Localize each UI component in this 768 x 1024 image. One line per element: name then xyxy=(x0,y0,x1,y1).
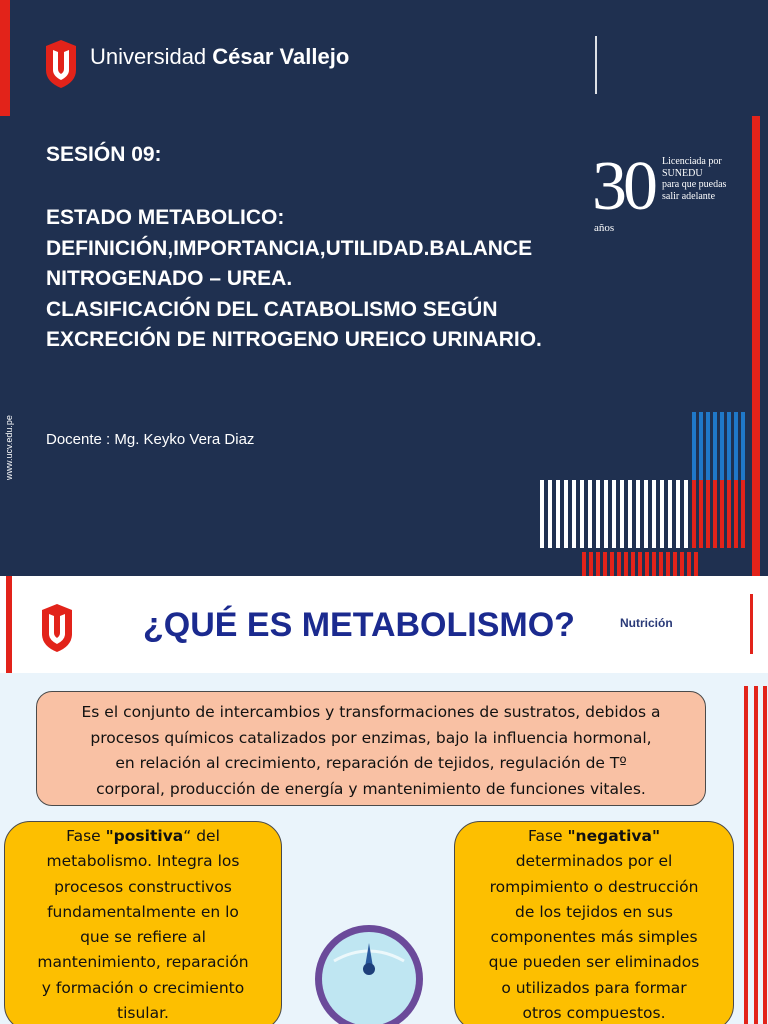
red-accent-bar-left xyxy=(6,576,12,676)
definition-line: corporal, producción de energía y mantenimiento de funciones vitales. xyxy=(96,779,646,798)
slide-title: ¿QUÉ ES METABOLISMO? xyxy=(143,606,575,644)
negative-phase-box: Fase "negativa" determinados por el rompimiento o destrucción de los tejidos en sus componentes más simples que pueden ser eliminados o utilizados para formar otros compuestos. xyxy=(454,821,734,1024)
red-accent-bar-right xyxy=(750,594,753,654)
definition-line: en relación al crecimiento, reparación de tejidos, regulación de Tº xyxy=(115,754,627,772)
teacher-name: Docente : Mg. Keyko Vera Diaz xyxy=(46,431,255,448)
negative-phase-heading: Fase "negativa" xyxy=(527,827,661,845)
title-line: EXCRECIÓN DE NITROGENO UREICO URINARIO. xyxy=(46,328,542,351)
content-slide xyxy=(0,576,768,1024)
title-line: NITROGENADO – UREA. xyxy=(46,267,293,290)
red-accent-bar-left xyxy=(0,0,10,116)
topic-tag: Nutrición xyxy=(620,616,673,630)
anniversary-anos: años xyxy=(594,222,615,234)
university-name: Universidad César Vallejo xyxy=(90,44,350,69)
header-divider xyxy=(595,36,597,94)
session-label: SESIÓN 09: xyxy=(46,143,162,166)
website-url: www.ucv.edu.pe xyxy=(4,415,14,480)
title-line: DEFINICIÓN,IMPORTANCIA,UTILIDAD.BALANCE xyxy=(46,236,533,260)
university-logo-icon xyxy=(40,604,74,652)
title-line: ESTADO METABOLICO: xyxy=(46,206,285,229)
university-logo-icon xyxy=(44,40,78,88)
decorative-stripes-graphic xyxy=(538,408,754,576)
definition-box xyxy=(36,691,706,806)
anniversary-number: 30 xyxy=(592,148,654,225)
positive-phase-heading: Fase "positiva“ del xyxy=(66,827,220,845)
definition-line: procesos químicos catalizados por enzimas, bajo la influencia hormonal, xyxy=(90,728,652,747)
definition-line: Es el conjunto de intercambios y transformaciones de sustratos, debidos a xyxy=(81,703,661,721)
sunedu-license-text: Licenciada por SUNEDU para que puedas salir adelante xyxy=(662,156,727,202)
title-line: CLASIFICACIÓN DEL CATABOLISMO SEGÚN xyxy=(46,297,498,321)
decorative-red-stripes xyxy=(744,686,768,1024)
positive-phase-box: Fase "positiva“ del metabolismo. Integra los procesos constructivos fundamentalmente en lo que se refiere al mantenimiento, reparación y formación o crecimiento tisular. xyxy=(4,821,282,1024)
scale-gauge-icon xyxy=(314,921,424,1024)
